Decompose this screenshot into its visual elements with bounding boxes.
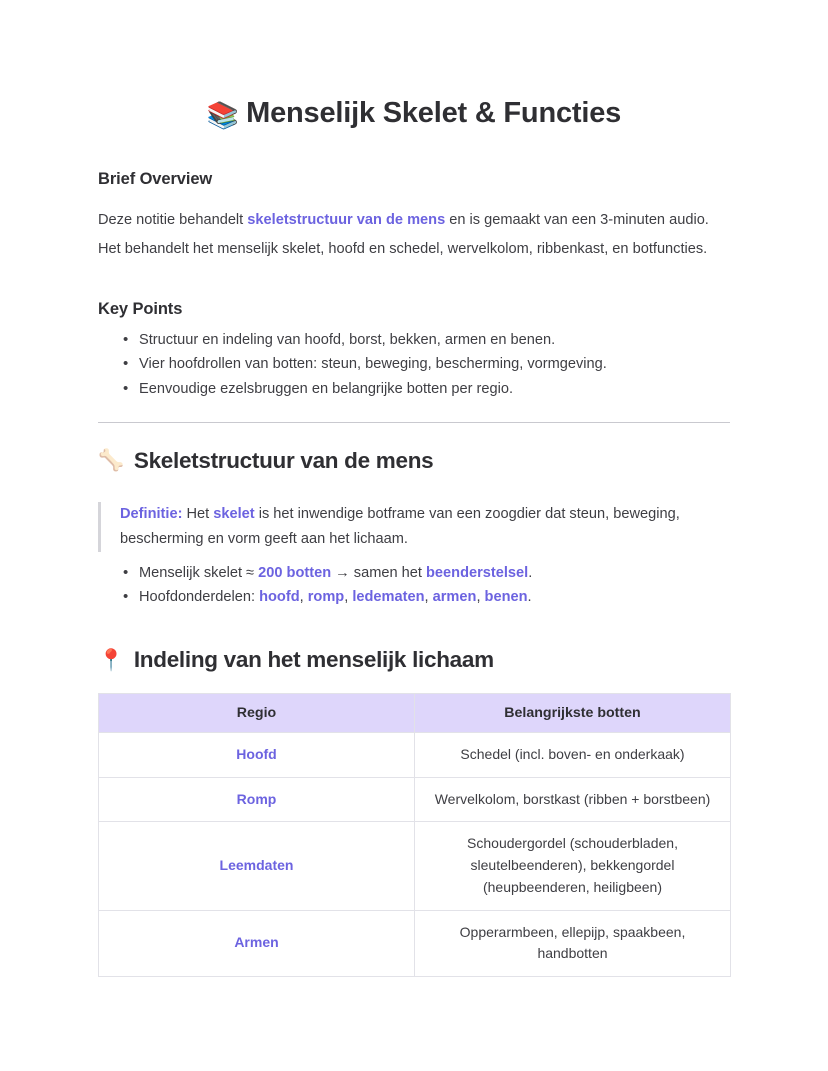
skeletal-system-term: beenderstelsel: [426, 564, 529, 581]
bone-count: 200 botten: [258, 564, 332, 581]
page-title-text: Menselijk Skelet & Functies: [246, 97, 622, 129]
bullet2-post: .: [527, 589, 532, 606]
indeling-section-heading: [98, 611, 730, 673]
cell-regio: Romp: [99, 777, 415, 822]
key-points-heading: Key Points: [98, 299, 183, 318]
bullet1-mid: → samen het: [331, 564, 427, 581]
bone-icon: 🦴: [98, 449, 124, 473]
books-icon: 📚: [206, 100, 240, 130]
definition-pre: Het: [182, 505, 214, 522]
body-part-term: armen: [432, 589, 477, 606]
body-part-term: ledematen: [352, 589, 425, 606]
column-header-regio: Regio: [99, 694, 415, 733]
separator: ,: [344, 589, 353, 606]
overview-link[interactable]: skeletstructuur van de mens: [247, 211, 446, 228]
list-item: • Structuur en indeling van hoofd, borst, bekken, armen en benen.: [123, 329, 730, 353]
table-row: [99, 777, 731, 822]
table-wrapper: [98, 673, 730, 977]
table-head: [99, 694, 731, 733]
cell-botten: Schedel (incl. boven- en onderkaak): [415, 733, 731, 778]
definition-post: is het inwendige botframe van een zoogdier dat steun, beweging, bescherming en vorm geeft aan het lichaam.: [120, 505, 680, 547]
bullet1-post: .: [528, 564, 533, 581]
column-header-botten: Belangrijkste botten: [415, 694, 731, 733]
cell-regio: Leemdaten: [99, 822, 415, 910]
body-part-term: benen: [484, 589, 528, 606]
document-content: [98, 0, 730, 977]
table-row: [99, 822, 731, 910]
skeleton-facts-list: [98, 552, 730, 610]
skeleton-section-heading: [98, 423, 730, 474]
definition-blockquote: [98, 502, 730, 552]
brief-overview-heading: Brief Overview: [98, 169, 213, 188]
definition-label: Definitie:: [120, 505, 183, 522]
body-part-term: hoofd: [259, 589, 300, 606]
list-item: • Eenvoudige ezelsbruggen en belangrijke botten per regio.: [123, 378, 730, 402]
key-points-list: [98, 319, 730, 402]
page-title: [98, 0, 730, 132]
separator: ,: [424, 589, 433, 606]
cell-botten: Wervelkolom, borstkast (ribben + borstbeen): [415, 777, 731, 822]
indeling-section-heading-text: Indeling van het menselijk lichaam: [133, 647, 494, 673]
overview-text-post: en is gemaakt van een 3-minuten audio.: [445, 211, 709, 228]
table-body: [99, 733, 731, 977]
separator: ,: [476, 589, 485, 606]
definition-block-wrapper: [98, 474, 730, 552]
definition-term: skelet: [213, 505, 255, 522]
cell-botten: Opperarmbeen, ellepijp, spaakbeen, handbotten: [415, 910, 731, 976]
cell-regio: Hoofd: [99, 733, 415, 778]
overview-text-pre: Deze notitie behandelt: [98, 211, 248, 228]
skeleton-section-heading-text: Skeletstructuur van de mens: [133, 447, 434, 473]
regio-botten-table: [98, 693, 731, 977]
bullet1-pre: Menselijk skelet ≈: [139, 564, 259, 581]
bullet2-pre: Hoofdonderdelen:: [139, 589, 260, 606]
cell-botten: Schoudergordel (schouderbladen, sleutelbeenderen), bekkengordel (heupbeenderen, heiligbeen): [415, 822, 731, 910]
body-part-term: romp: [307, 589, 345, 606]
brief-overview-paragraph-1: [98, 189, 730, 233]
pin-icon: 📍: [98, 648, 124, 672]
list-item: • Vier hoofdrollen van botten: steun, beweging, bescherming, vormgeving.: [123, 353, 730, 377]
list-item: [123, 562, 730, 586]
table-row: [99, 910, 731, 976]
cell-regio: Armen: [99, 910, 415, 976]
brief-overview-paragraph-2: Het behandelt het menselijk skelet, hoofd en schedel, wervelkolom, ribbenkast, en botfuncties.: [98, 240, 708, 257]
list-item: [123, 586, 730, 610]
separator: ,: [299, 589, 308, 606]
table-row: [99, 733, 731, 778]
table-header-row: [99, 694, 731, 733]
